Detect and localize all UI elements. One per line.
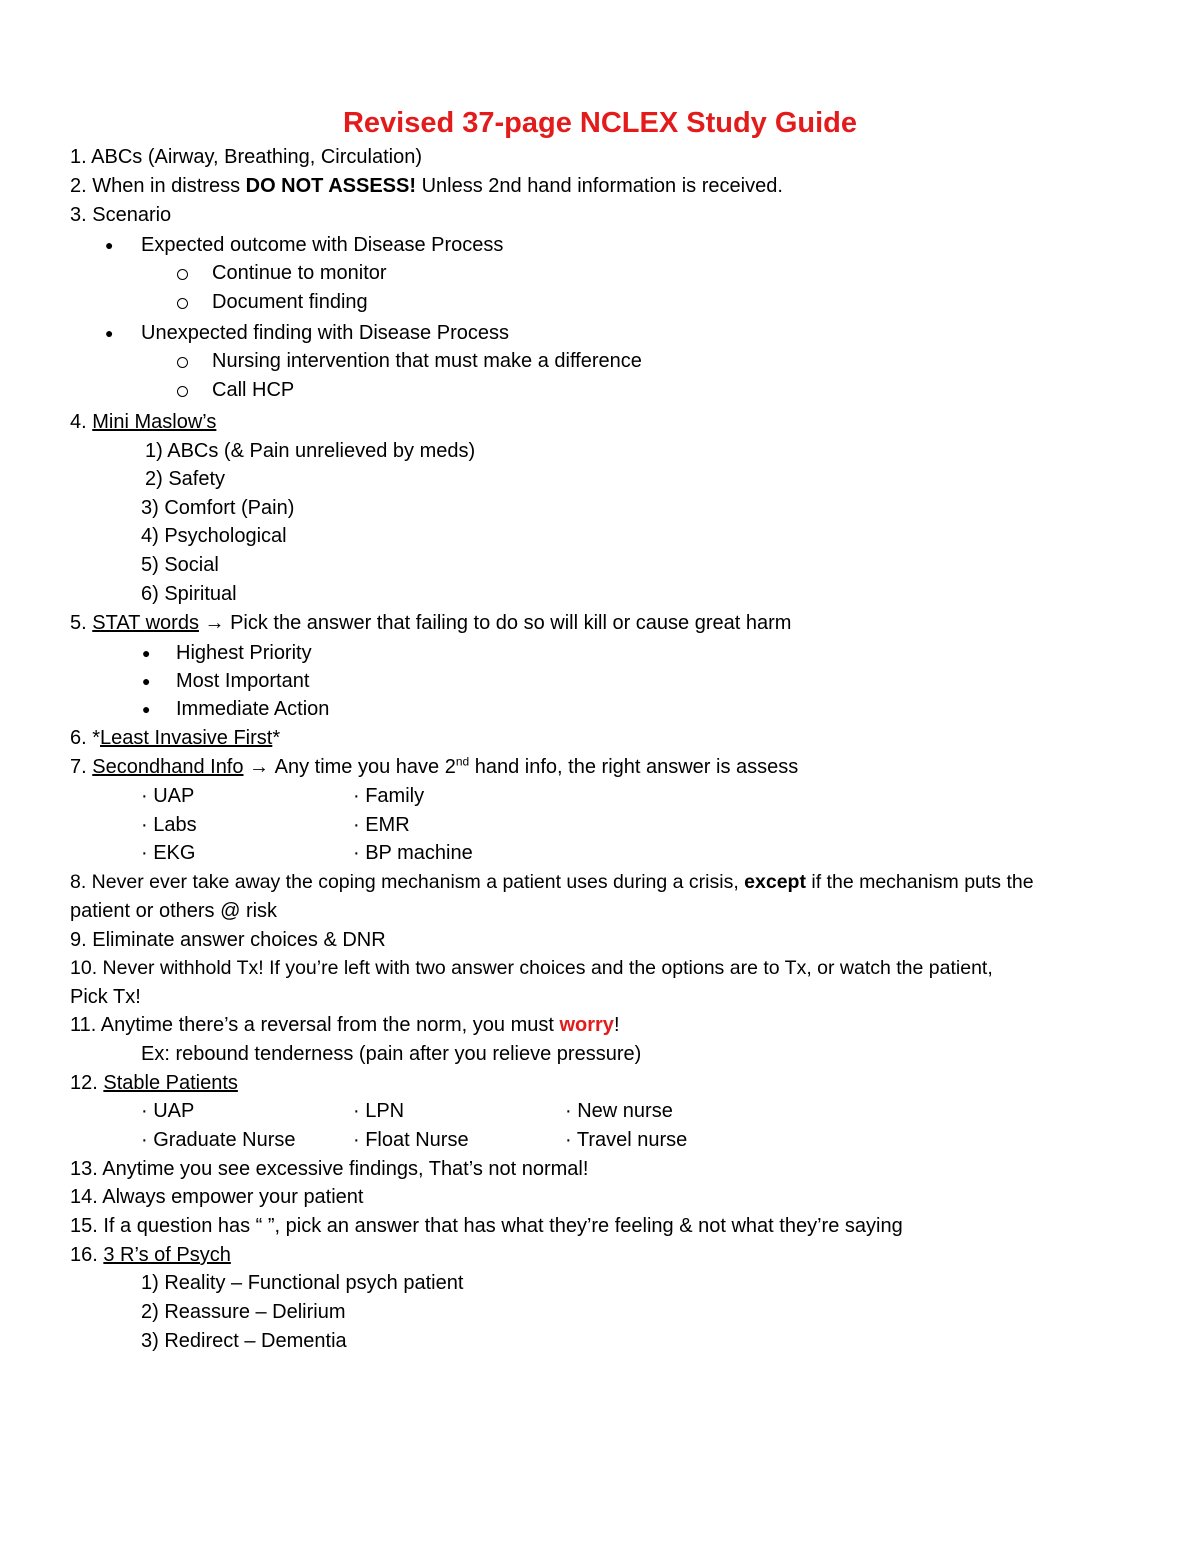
item-12-num: 12. <box>70 1072 104 1094</box>
item-3-bullet-1: Expected outcome with Disease Process <box>141 234 504 256</box>
item-12-heading: Stable Patients <box>103 1072 238 1094</box>
item-3-sub-3: Nursing intervention that must make a difference <box>212 350 642 372</box>
item-5-num: 5. <box>70 612 93 634</box>
item-11-emphasis: worry <box>559 1014 614 1036</box>
stat-word-2: Most Important <box>176 670 310 692</box>
stable-col2-2: · Float Nurse <box>353 1129 469 1151</box>
psych-r-1: 1) Reality – Functional psych patient <box>141 1272 464 1294</box>
maslow-4: 4) Psychological <box>141 525 287 547</box>
item-11 <box>70 1011 620 1039</box>
item-3-sub-1: Continue to monitor <box>212 262 387 284</box>
secondhand-col1-3: · EKG <box>141 842 196 864</box>
item-12 <box>70 1069 238 1097</box>
bullet-icon: ● <box>105 237 114 253</box>
secondhand-col2-2: · EMR <box>353 814 410 836</box>
item-5-text: Pick the answer that failing to do so will kill or cause great harm <box>230 612 792 634</box>
page-title: Revised 37-page NCLEX Study Guide <box>342 107 858 139</box>
arrow-right-icon: → <box>198 612 231 634</box>
secondhand-col2-1: · Family <box>353 785 425 807</box>
item-11-example: Ex: rebound tenderness (pain after you relieve pressure) <box>141 1043 642 1065</box>
circle-bullet-icon <box>177 357 188 368</box>
item-5 <box>70 609 791 637</box>
maslow-2: 2) Safety <box>145 468 226 490</box>
maslow-1: 1) ABCs (& Pain unrelieved by meds) <box>145 440 476 462</box>
item-7 <box>70 753 798 781</box>
bullet-icon: ● <box>142 673 151 689</box>
item-15: 15. If a question has “ ”, pick an answer that has what they’re feeling & not what they’re saying <box>70 1215 903 1237</box>
item-8-emphasis: except <box>744 871 806 893</box>
maslow-3: 3) Comfort (Pain) <box>141 497 295 519</box>
stable-col1-1: · UAP <box>141 1100 195 1122</box>
item-5-heading: STAT words <box>92 612 199 634</box>
item-4-num: 4. <box>70 411 93 433</box>
item-10: 10. Never withhold Tx! If you’re left with two answer choices and the options are to Tx, or watch the patient, <box>70 957 993 979</box>
secondhand-col1-2: · Labs <box>141 814 197 836</box>
psych-r-3: 3) Redirect – Dementia <box>141 1330 347 1352</box>
item-6 <box>70 724 280 752</box>
stable-col3-2: · Travel nurse <box>565 1129 688 1151</box>
item-7-text-end: hand info, the right answer is assess <box>469 756 799 778</box>
item-13: 13. Anytime you see excessive findings, That’s not normal! <box>70 1158 589 1180</box>
stat-word-3: Immediate Action <box>176 698 330 720</box>
item-8-text: 8. Never ever take away the coping mechanism a patient uses during a crisis, <box>70 871 745 893</box>
bullet-icon: ● <box>105 325 114 341</box>
secondhand-col1-1: · UAP <box>141 785 195 807</box>
item-2 <box>70 172 783 200</box>
item-2-text: 2. When in distress <box>70 175 246 197</box>
item-6-heading: Least Invasive First <box>100 727 273 749</box>
item-16-num: 16. <box>70 1244 104 1266</box>
bullet-icon: ● <box>142 701 151 717</box>
item-16-heading: 3 R’s of Psych <box>103 1244 231 1266</box>
item-8-cont: patient or others @ risk <box>70 900 278 922</box>
item-7-superscript: nd <box>455 754 470 769</box>
bullet-icon: ● <box>142 645 151 661</box>
arrow-right-icon: → <box>243 756 275 778</box>
circle-bullet-icon <box>177 269 188 280</box>
item-3-sub-4: Call HCP <box>212 379 295 401</box>
item-11-end: ! <box>613 1014 620 1036</box>
item-10-cont: Pick Tx! <box>70 986 141 1008</box>
item-2-emphasis: DO NOT ASSESS! <box>245 175 417 197</box>
stat-word-1: Highest Priority <box>176 642 312 664</box>
item-7-heading: Secondhand Info <box>92 756 244 778</box>
secondhand-col2-3: · BP machine <box>353 842 473 864</box>
maslow-5: 5) Social <box>141 554 219 576</box>
item-14: 14. Always empower your patient <box>70 1186 364 1208</box>
psych-r-2: 2) Reassure – Delirium <box>141 1301 346 1323</box>
circle-bullet-icon <box>177 386 188 397</box>
item-8-text-end: if the mechanism puts the <box>805 871 1034 893</box>
stable-col1-2: · Graduate Nurse <box>141 1129 296 1151</box>
maslow-6: 6) Spiritual <box>141 583 237 605</box>
item-6-end: * <box>272 727 281 749</box>
item-3-sub-2: Document finding <box>212 291 368 313</box>
item-3-bullet-2: Unexpected finding with Disease Process <box>141 322 509 344</box>
item-16 <box>70 1241 231 1269</box>
item-4-heading: Mini Maslow’s <box>92 411 217 433</box>
stable-col3-1: · New nurse <box>565 1100 673 1122</box>
circle-bullet-icon <box>177 298 188 309</box>
item-1: 1. ABCs (Airway, Breathing, Circulation) <box>70 146 422 168</box>
item-6-num: 6. * <box>70 727 101 749</box>
item-11-text: 11. Anytime there’s a reversal from the norm, you must <box>70 1014 560 1036</box>
stable-col2-1: · LPN <box>353 1100 405 1122</box>
item-2-text-end: Unless 2nd hand information is received. <box>416 175 783 197</box>
item-7-num: 7. <box>70 756 93 778</box>
item-4 <box>70 408 216 436</box>
item-7-text: Any time you have 2 <box>274 756 456 778</box>
item-3: 3. Scenario <box>70 204 172 226</box>
item-9: 9. Eliminate answer choices & DNR <box>70 929 386 951</box>
item-8 <box>70 868 1034 896</box>
